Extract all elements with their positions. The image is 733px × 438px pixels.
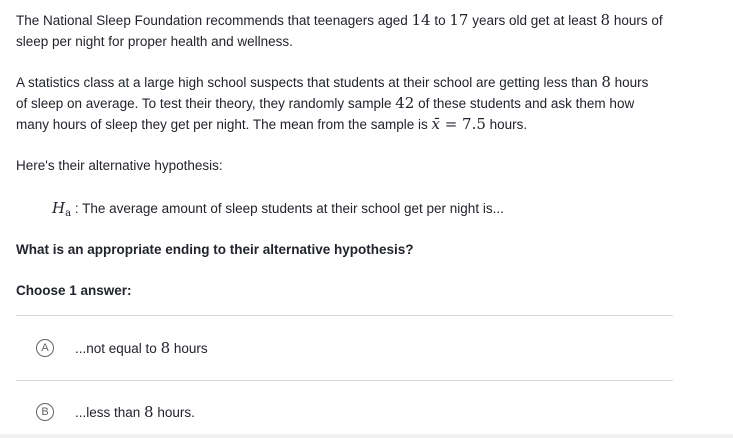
- number-7-5: 7.5: [462, 115, 486, 133]
- number-17: 17: [449, 11, 469, 29]
- number-8: 8: [160, 339, 171, 357]
- choice-letter-b: B: [36, 403, 54, 421]
- number-14: 14: [411, 11, 431, 29]
- text: hours: [610, 75, 649, 90]
- text: of these students and ask them how: [414, 96, 635, 111]
- choice-divider: [16, 315, 673, 316]
- p2-line-1: [16, 72, 648, 93]
- text: hours: [170, 341, 208, 356]
- problem-paragraph-3: Here's their alternative hypothesis:: [16, 158, 223, 173]
- choice-b-text: [75, 403, 195, 421]
- choice-a-text: [75, 339, 208, 357]
- text: The National Sleep Foundation recommends that teenagers aged: [16, 13, 412, 28]
- choice-b[interactable]: [36, 400, 195, 424]
- text: of sleep on average. To test their theory, they randomly sample: [16, 96, 396, 111]
- text: years old get at least: [468, 13, 601, 28]
- alternative-hypothesis: [52, 198, 504, 224]
- choice-letter-a: A: [36, 339, 54, 357]
- number-42: 42: [395, 94, 415, 112]
- sample-mean-symbol: x̄: [431, 115, 440, 133]
- text: ...not equal to: [75, 341, 161, 356]
- hypothesis-symbol: H: [52, 199, 66, 217]
- choice-divider: [16, 380, 673, 381]
- text: hours.: [485, 117, 528, 132]
- p2-line-2: [16, 93, 648, 114]
- page-bottom-edge: [0, 434, 733, 438]
- text: ...less than: [75, 405, 145, 420]
- text: hours.: [153, 405, 195, 420]
- number-8: 8: [601, 73, 611, 91]
- hypothesis-text: : The average amount of sleep students at their school get per night is...: [71, 201, 504, 216]
- question-prompt: What is an appropriate ending to their alternative hypothesis?: [16, 242, 414, 257]
- equals-sign: =: [439, 115, 463, 133]
- number-8: 8: [600, 11, 611, 29]
- hypothesis-subscript: a: [65, 208, 72, 219]
- choose-instruction: Choose 1 answer:: [16, 283, 132, 298]
- problem-paragraph-2: [16, 72, 648, 135]
- p1-line-2: sleep per night for proper health and wellness.: [16, 34, 293, 49]
- p1-line-1: [16, 10, 663, 31]
- choice-a[interactable]: [36, 336, 208, 360]
- problem-paragraph-1: [16, 10, 663, 52]
- text: many hours of sleep they get per night. The mean from the sample is: [16, 117, 432, 132]
- text: to: [430, 13, 450, 28]
- text: A statistics class at a large high school suspects that students at their school are getting less than: [16, 75, 602, 90]
- number-8: 8: [144, 403, 154, 421]
- p2-line-3: [16, 114, 648, 135]
- text: hours of: [610, 13, 663, 28]
